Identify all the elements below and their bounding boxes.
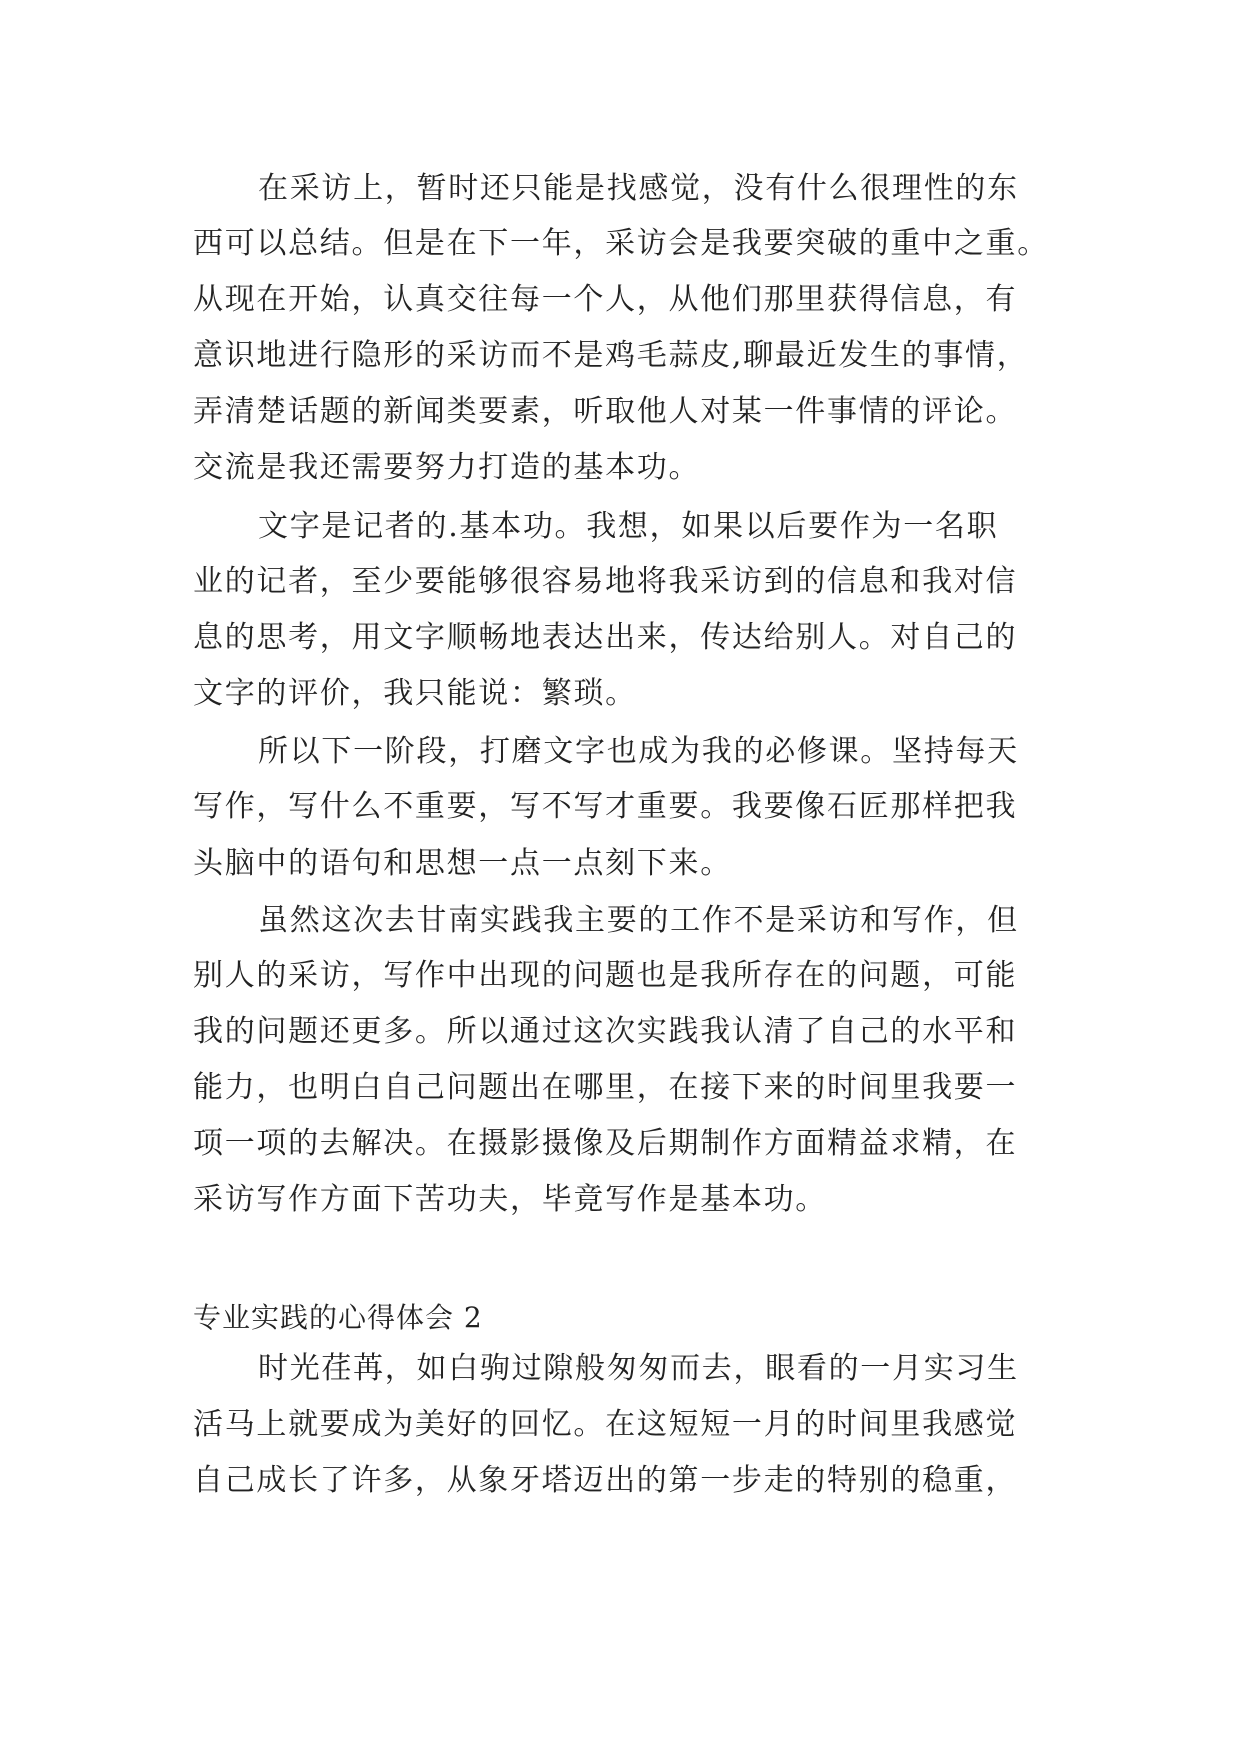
paragraph-line: 从现在开始，认真交往每一个人，从他们那里获得信息，有 (193, 282, 1018, 317)
paragraph-line: 自己成长了许多，从象牙塔迈出的第一步走的特别的稳重， (193, 1463, 1018, 1498)
paragraph-line: 交流是我还需要努力打造的基本功。 (193, 450, 701, 485)
paragraph-line: 别人的采访，写作中出现的问题也是我所存在的问题，可能 (193, 958, 1018, 993)
paragraph-line: 业的记者，至少要能够很容易地将我采访到的信息和我对信 (193, 564, 1018, 599)
paragraph-line: 项一项的去解决。在摄影摄像及后期制作方面精益求精，在 (193, 1126, 1018, 1161)
paragraph-line: 能力，也明白自己问题出在哪里，在接下来的时间里我要一 (193, 1070, 1018, 1105)
paragraph-line: 意识地进行隐形的采访而不是鸡毛蒜皮,聊最近发生的事情， (193, 338, 1029, 373)
paragraph-line: 在采访上，暂时还只能是找感觉，没有什么很理性的东 (258, 171, 1019, 206)
paragraph-line: 写作，写什么不重要，写不写才重要。我要像石匠那样把我 (193, 789, 1018, 824)
paragraph-line: 采访写作方面下苦功夫，毕竟写作是基本功。 (193, 1182, 827, 1217)
paragraph-line: 弄清楚话题的新闻类要素，听取他人对某一件事情的评论。 (193, 394, 1018, 429)
section-heading: 专业实践的心得体会 2 (193, 1301, 483, 1334)
paragraph-line: 文字的评价，我只能说：繁琐。 (193, 676, 637, 711)
paragraph-line: 头脑中的语句和思想一点一点刻下来。 (193, 846, 732, 881)
paragraph-line: 活马上就要成为美好的回忆。在这短短一月的时间里我感觉 (193, 1407, 1018, 1442)
paragraph-line: 我的问题还更多。所以通过这次实践我认清了自己的水平和 (193, 1014, 1018, 1049)
paragraph-line: 西可以总结。但是在下一年，采访会是我要突破的重中之重。 (193, 226, 1049, 261)
paragraph-line: 所以下一阶段，打磨文字也成为我的必修课。坚持每天 (258, 734, 1019, 769)
paragraph-line: 息的思考，用文字顺畅地表达出来，传达给别人。对自己的 (193, 620, 1018, 655)
paragraph-line: 虽然这次去甘南实践我主要的工作不是采访和写作，但 (258, 903, 1019, 938)
paragraph-line: 时光荏苒，如白驹过隙般匆匆而去，眼看的一月实习生 (258, 1351, 1019, 1386)
paragraph-line: 文字是记者的.基本功。我想，如果以后要作为一名职 (258, 509, 999, 544)
